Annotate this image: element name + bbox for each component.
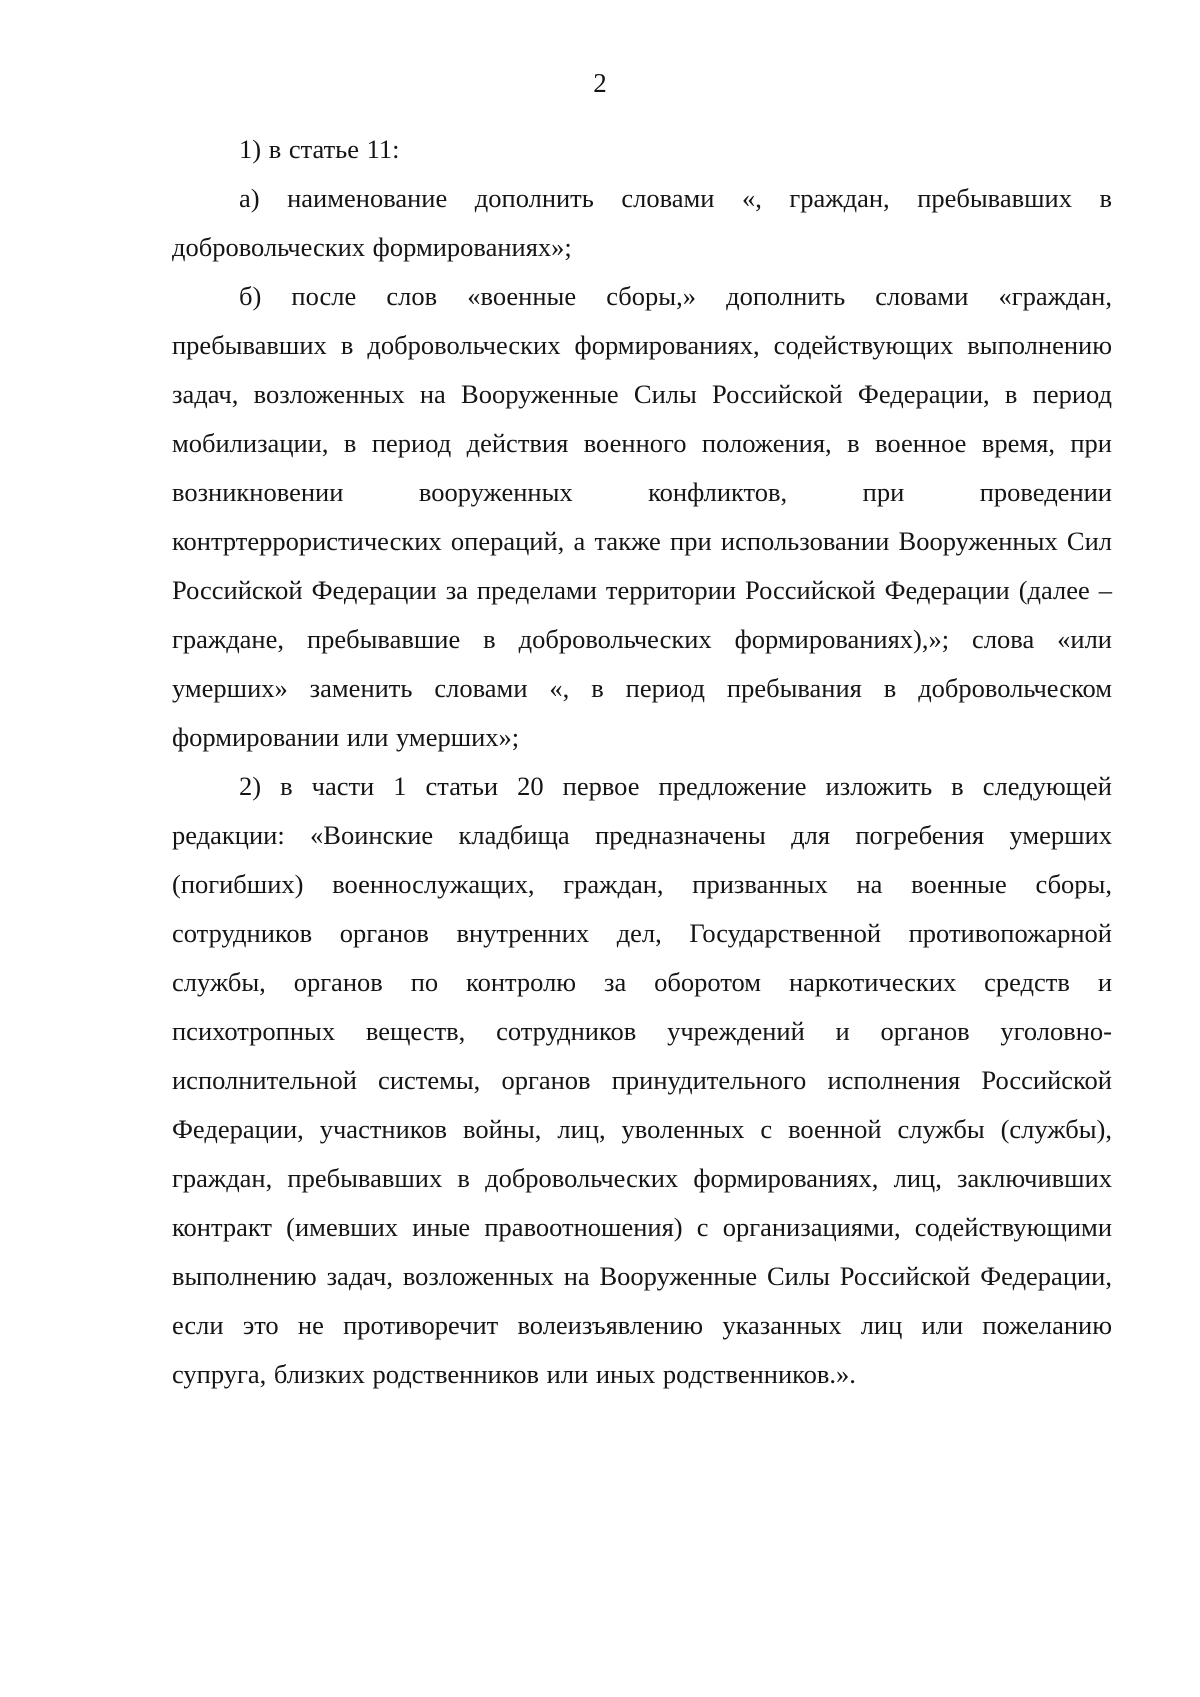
- paragraph-article-20: 2) в части 1 статьи 20 первое предложение изложить в следующей редакции: «Воинские кладбища предназначены для погребения умерших (погибших) военнослужащих, граждан, призванных на военные сборы, сотрудников органов внутренних дел, Государственной противопожарной службы, органов по контролю за оборотом наркотических средств и психотропных веществ, сотрудников учреждений и органов уголовно-исполнительной системы, органов принудительного исполнения Российской Федерации, участников войны, лиц, уволенных с военной службы (службы), граждан, пребывавших в добровольческих формированиях, лиц, заключивших контракт (имевших иные правоотношения) с организациями, содействующими выполнению задач, возложенных на Вооруженные Силы Российской Федерации, если это не противоречит волеизъявлению указанных лиц или пожеланию супруга, близких родственников или иных родственников.».: [172, 771, 1112, 1389]
- paragraph-article-11-a: а) наименование дополнить словами «, граждан, пребывавших в добровольческих формированиях»;: [172, 183, 1112, 262]
- paragraph-article-11-heading: 1) в статье 11:: [239, 134, 400, 164]
- page-number: 2: [593, 68, 607, 98]
- document-body: [172, 125, 1112, 1399]
- paragraph-article-11-b: б) после слов «военные сборы,» дополнить словами «граждан, пребывавших в добровольческих формированиях, содействующих выполнению задач, возложенных на Вооруженные Силы Российской Федерации, в период мобилизации, в период действия военного положения, в военное время, при возникновении вооруженных конфликтов, при проведении контртеррористических операций, а также при использовании Вооруженных Сил Российской Федерации за пределами территории Российской Федерации (далее – граждане, пребывавшие в добровольческих формированиях),»; слова «или умерших» заменить словами «, в период пребывания в добровольческом формировании или умерших»;: [172, 281, 1112, 752]
